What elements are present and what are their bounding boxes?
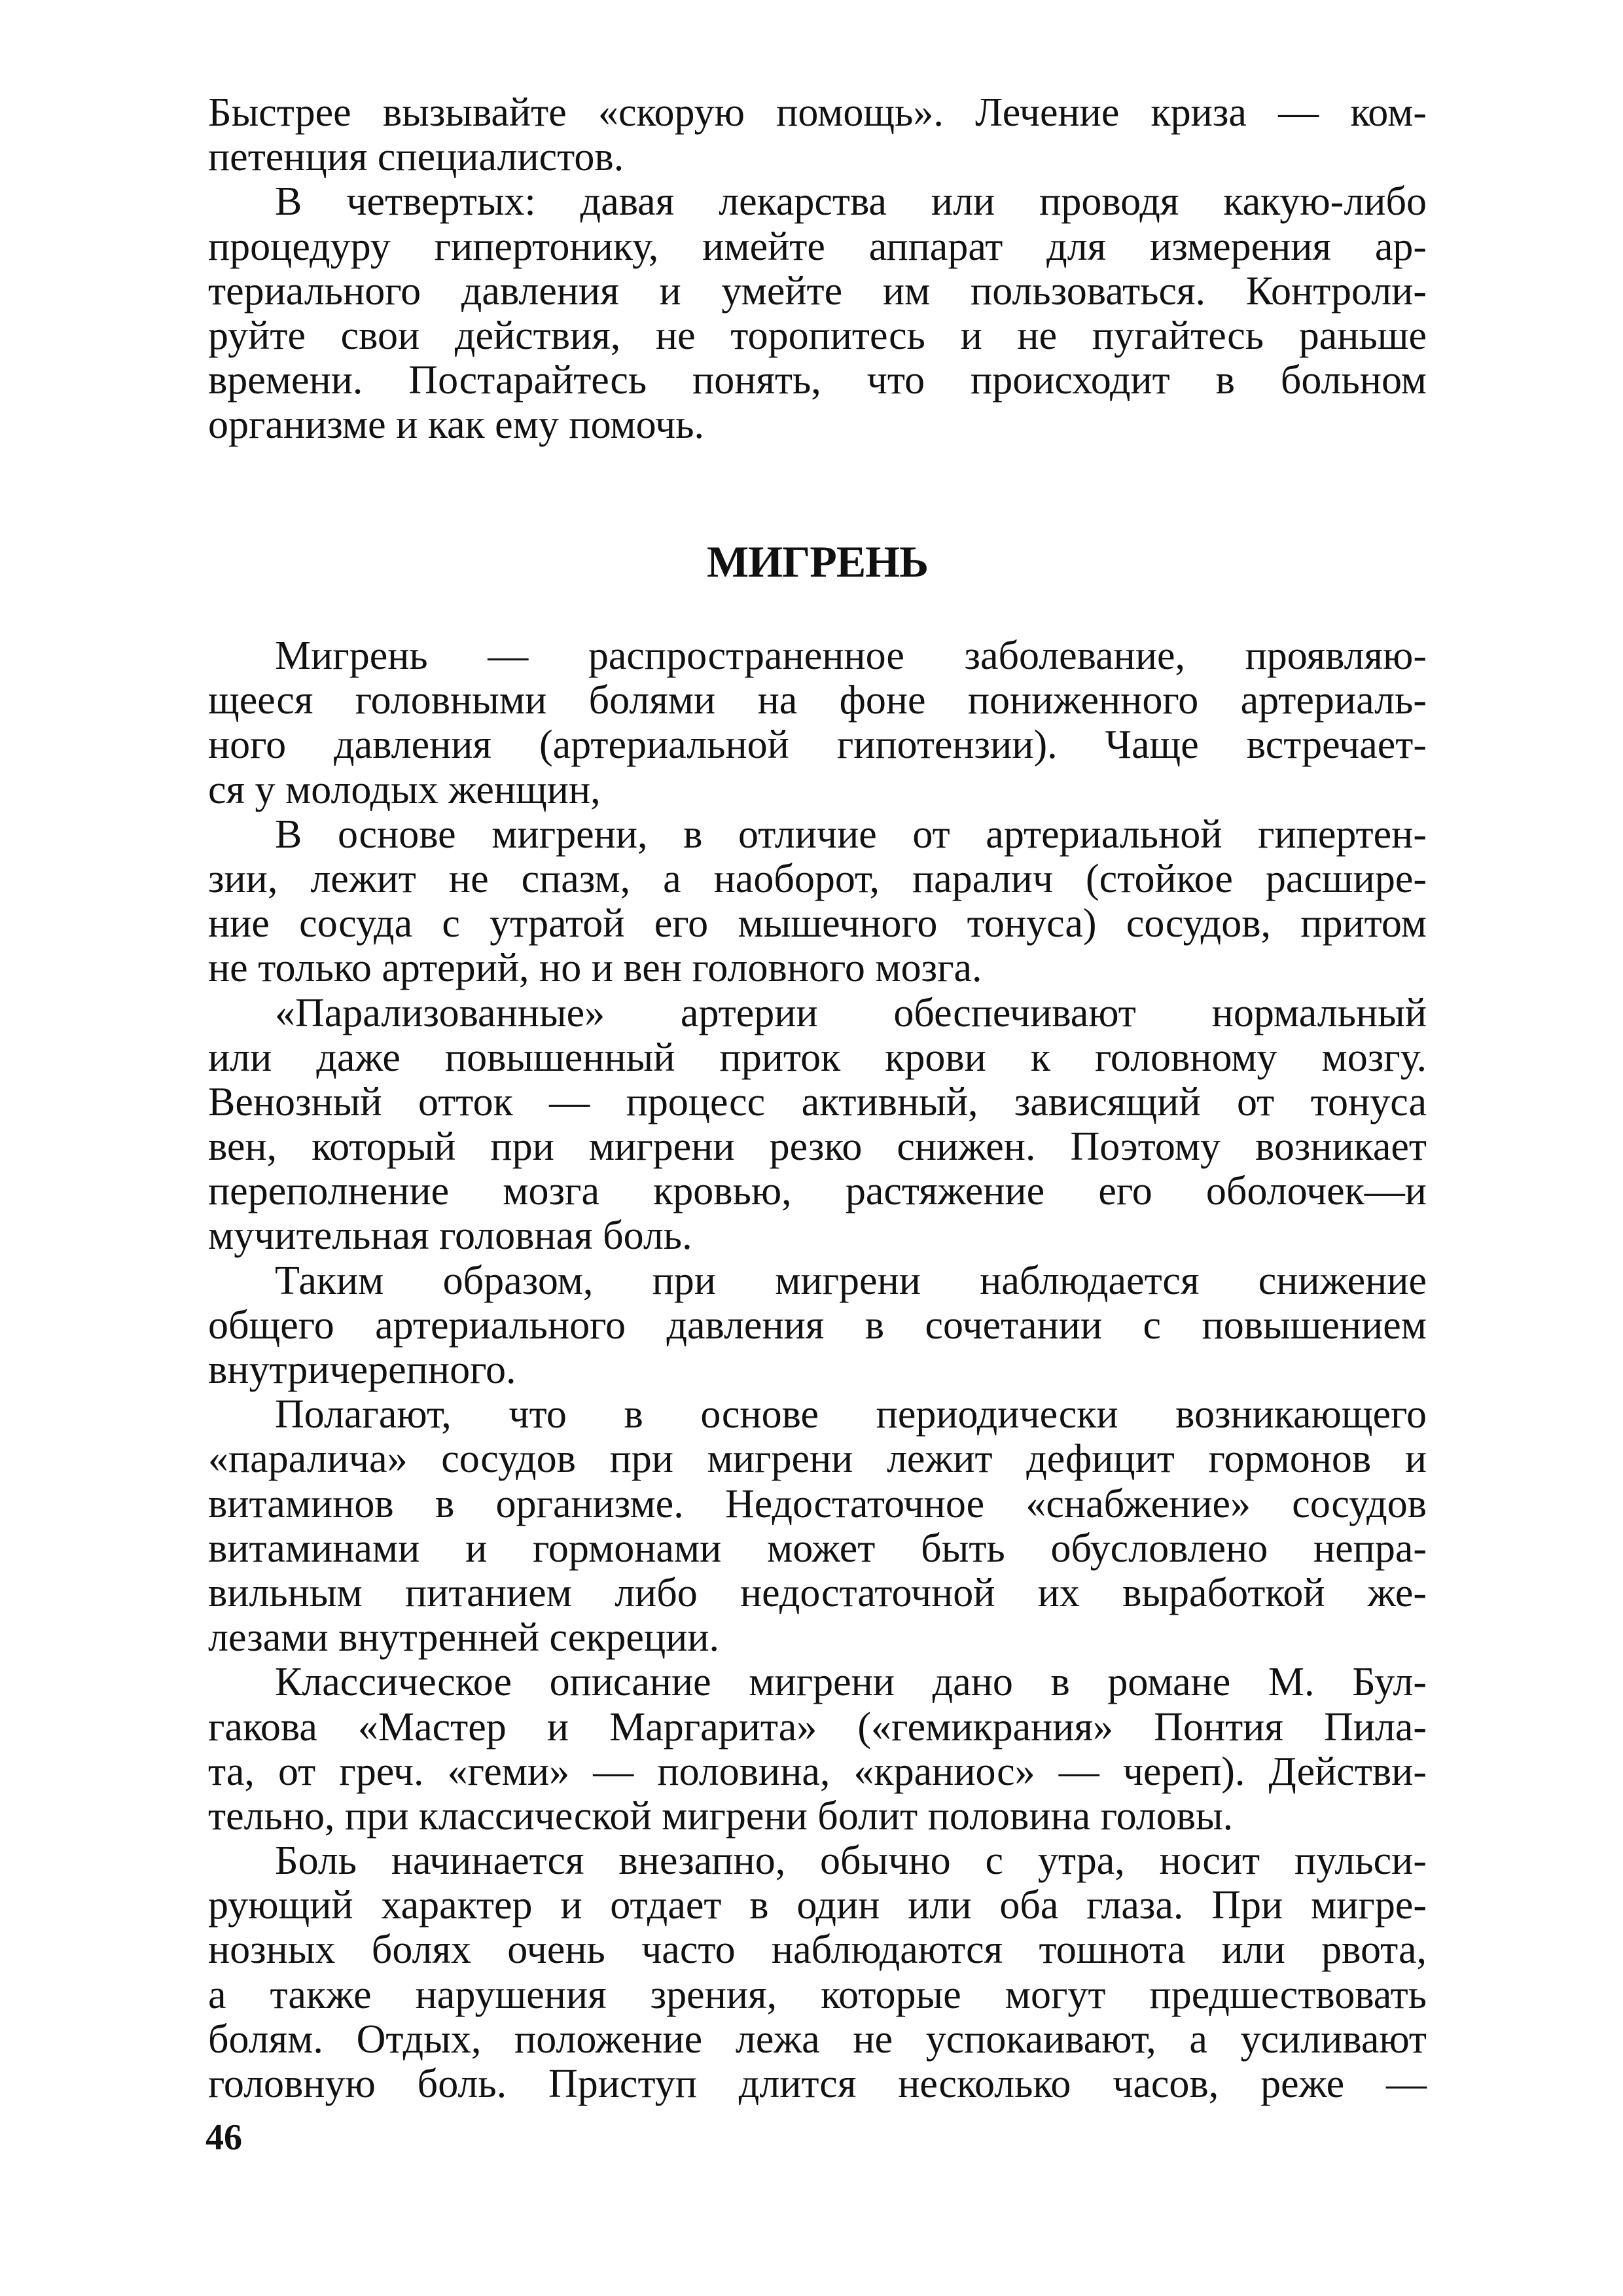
- text-line: петенция специалистов.: [208, 135, 624, 180]
- text-line: мучительная головная боль.: [208, 1213, 692, 1259]
- paragraph: [208, 1392, 1427, 1660]
- text-line: нозных болях очень часто наблюдаются тошнота или рвота,: [208, 1928, 1427, 1973]
- text-line: вильным питанием либо недостаточной их выработкой же-: [208, 1570, 1427, 1615]
- text-line: внутричерепного.: [208, 1348, 516, 1392]
- paragraph: [208, 179, 1427, 447]
- top-text-block: [208, 90, 1427, 448]
- text-line: та, от греч. «геми» — половина, «краниос» — череп). Действи-: [208, 1749, 1427, 1794]
- section-heading: МИГРЕНЬ: [706, 537, 929, 586]
- text-line: болям. Отдых, положение лежа не успокаивают, а усиливают: [208, 2017, 1427, 2062]
- text-line: витаминов в организме. Недостаточное «снабжение» сосудов: [208, 1481, 1427, 1526]
- text-line: Боль начинается внезапно, обычно с утра, носит пульси-: [275, 1839, 1427, 1884]
- text-line: Классическое описание мигрени дано в романе М. Бул-: [275, 1660, 1427, 1705]
- text-line: общего артериального давления в сочетании с повышением: [208, 1302, 1427, 1348]
- text-line: териального давления и умейте им пользоваться. Контроли-: [208, 268, 1427, 314]
- paragraph: [208, 1839, 1427, 2106]
- text-line: переполнение мозга кровью, растяжение его оболочек—и: [208, 1169, 1427, 1214]
- text-line: Быстрее вызывайте «скорую помощь». Лечение криза — ком-: [208, 90, 1427, 135]
- text-line: Венозный отток — процесс активный, зависящий от тонуса: [208, 1079, 1427, 1124]
- page-number: 46: [205, 2117, 242, 2158]
- text-line: гакова «Мастер и Маргарита» («гемикрания» Понтия Пила-: [208, 1704, 1427, 1749]
- text-line: В четвертых: давая лекарства или проводя какую-либо: [275, 179, 1427, 224]
- text-line: или даже повышенный приток крови к головному мозгу.: [208, 1035, 1427, 1080]
- text-line: «паралича» сосудов при мигрени лежит дефицит гормонов и: [208, 1437, 1427, 1482]
- text-line: Полагают, что в основе периодически возникающего: [275, 1392, 1427, 1437]
- text-line: лезами внутренней секреции.: [208, 1615, 719, 1660]
- text-line: ся у молодых женщин,: [208, 767, 601, 812]
- text-line: Мигрень — распространенное заболевание, проявляю-: [275, 634, 1427, 678]
- text-line: руйте свои действия, не торопитесь и не пугайтесь раньше: [208, 313, 1427, 358]
- paragraph: [208, 991, 1427, 1259]
- paragraph: [208, 634, 1427, 812]
- text-line: головную боль. Приступ длится несколько часов, реже —: [208, 2062, 1427, 2106]
- text-line: тельно, при классической мигрени болит половина головы.: [208, 1793, 1234, 1839]
- text-line: витаминами и гормонами может быть обусловлено непра-: [208, 1526, 1427, 1571]
- paragraph: [208, 1259, 1427, 1393]
- text-line: ного давления (артериальной гипотензии). Чаще встречает-: [208, 723, 1427, 768]
- text-line: В основе мигрени, в отличие от артериальной гипертен-: [275, 812, 1427, 857]
- section-text-block: [208, 634, 1427, 2106]
- text-line: процедуру гипертонику, имейте аппарат для измерения ар-: [208, 224, 1427, 269]
- text-line: вен, который при мигрени резко снижен. Поэтому возникает: [208, 1124, 1427, 1170]
- text-line: ние сосуда с утратой его мышечного тонуса) сосудов, притом: [208, 901, 1427, 946]
- paragraph: [208, 812, 1427, 991]
- text-line: времени. Постарайтесь понять, что происходит в больном: [208, 358, 1427, 403]
- text-line: организме и как ему помочь.: [208, 403, 705, 448]
- text-line: зии, лежит не спазм, а наоборот, паралич (стойкое расшире-: [208, 856, 1427, 901]
- text-line: а также нарушения зрения, которые могут предшествовать: [208, 1972, 1427, 2017]
- paragraph: [208, 90, 1427, 179]
- text-line: Таким образом, при мигрени наблюдается снижение: [275, 1258, 1427, 1303]
- paragraph: [208, 1660, 1427, 1839]
- text-line: «Парализованные» артерии обеспечивают нормальный: [275, 990, 1427, 1035]
- text-line: щееся головными болями на фоне пониженного артериаль-: [208, 678, 1427, 723]
- text-line: не только артерий, но и вен головного мозга.: [208, 946, 982, 991]
- text-line: рующий характер и отдает в один или оба глаза. При мигре-: [208, 1883, 1427, 1928]
